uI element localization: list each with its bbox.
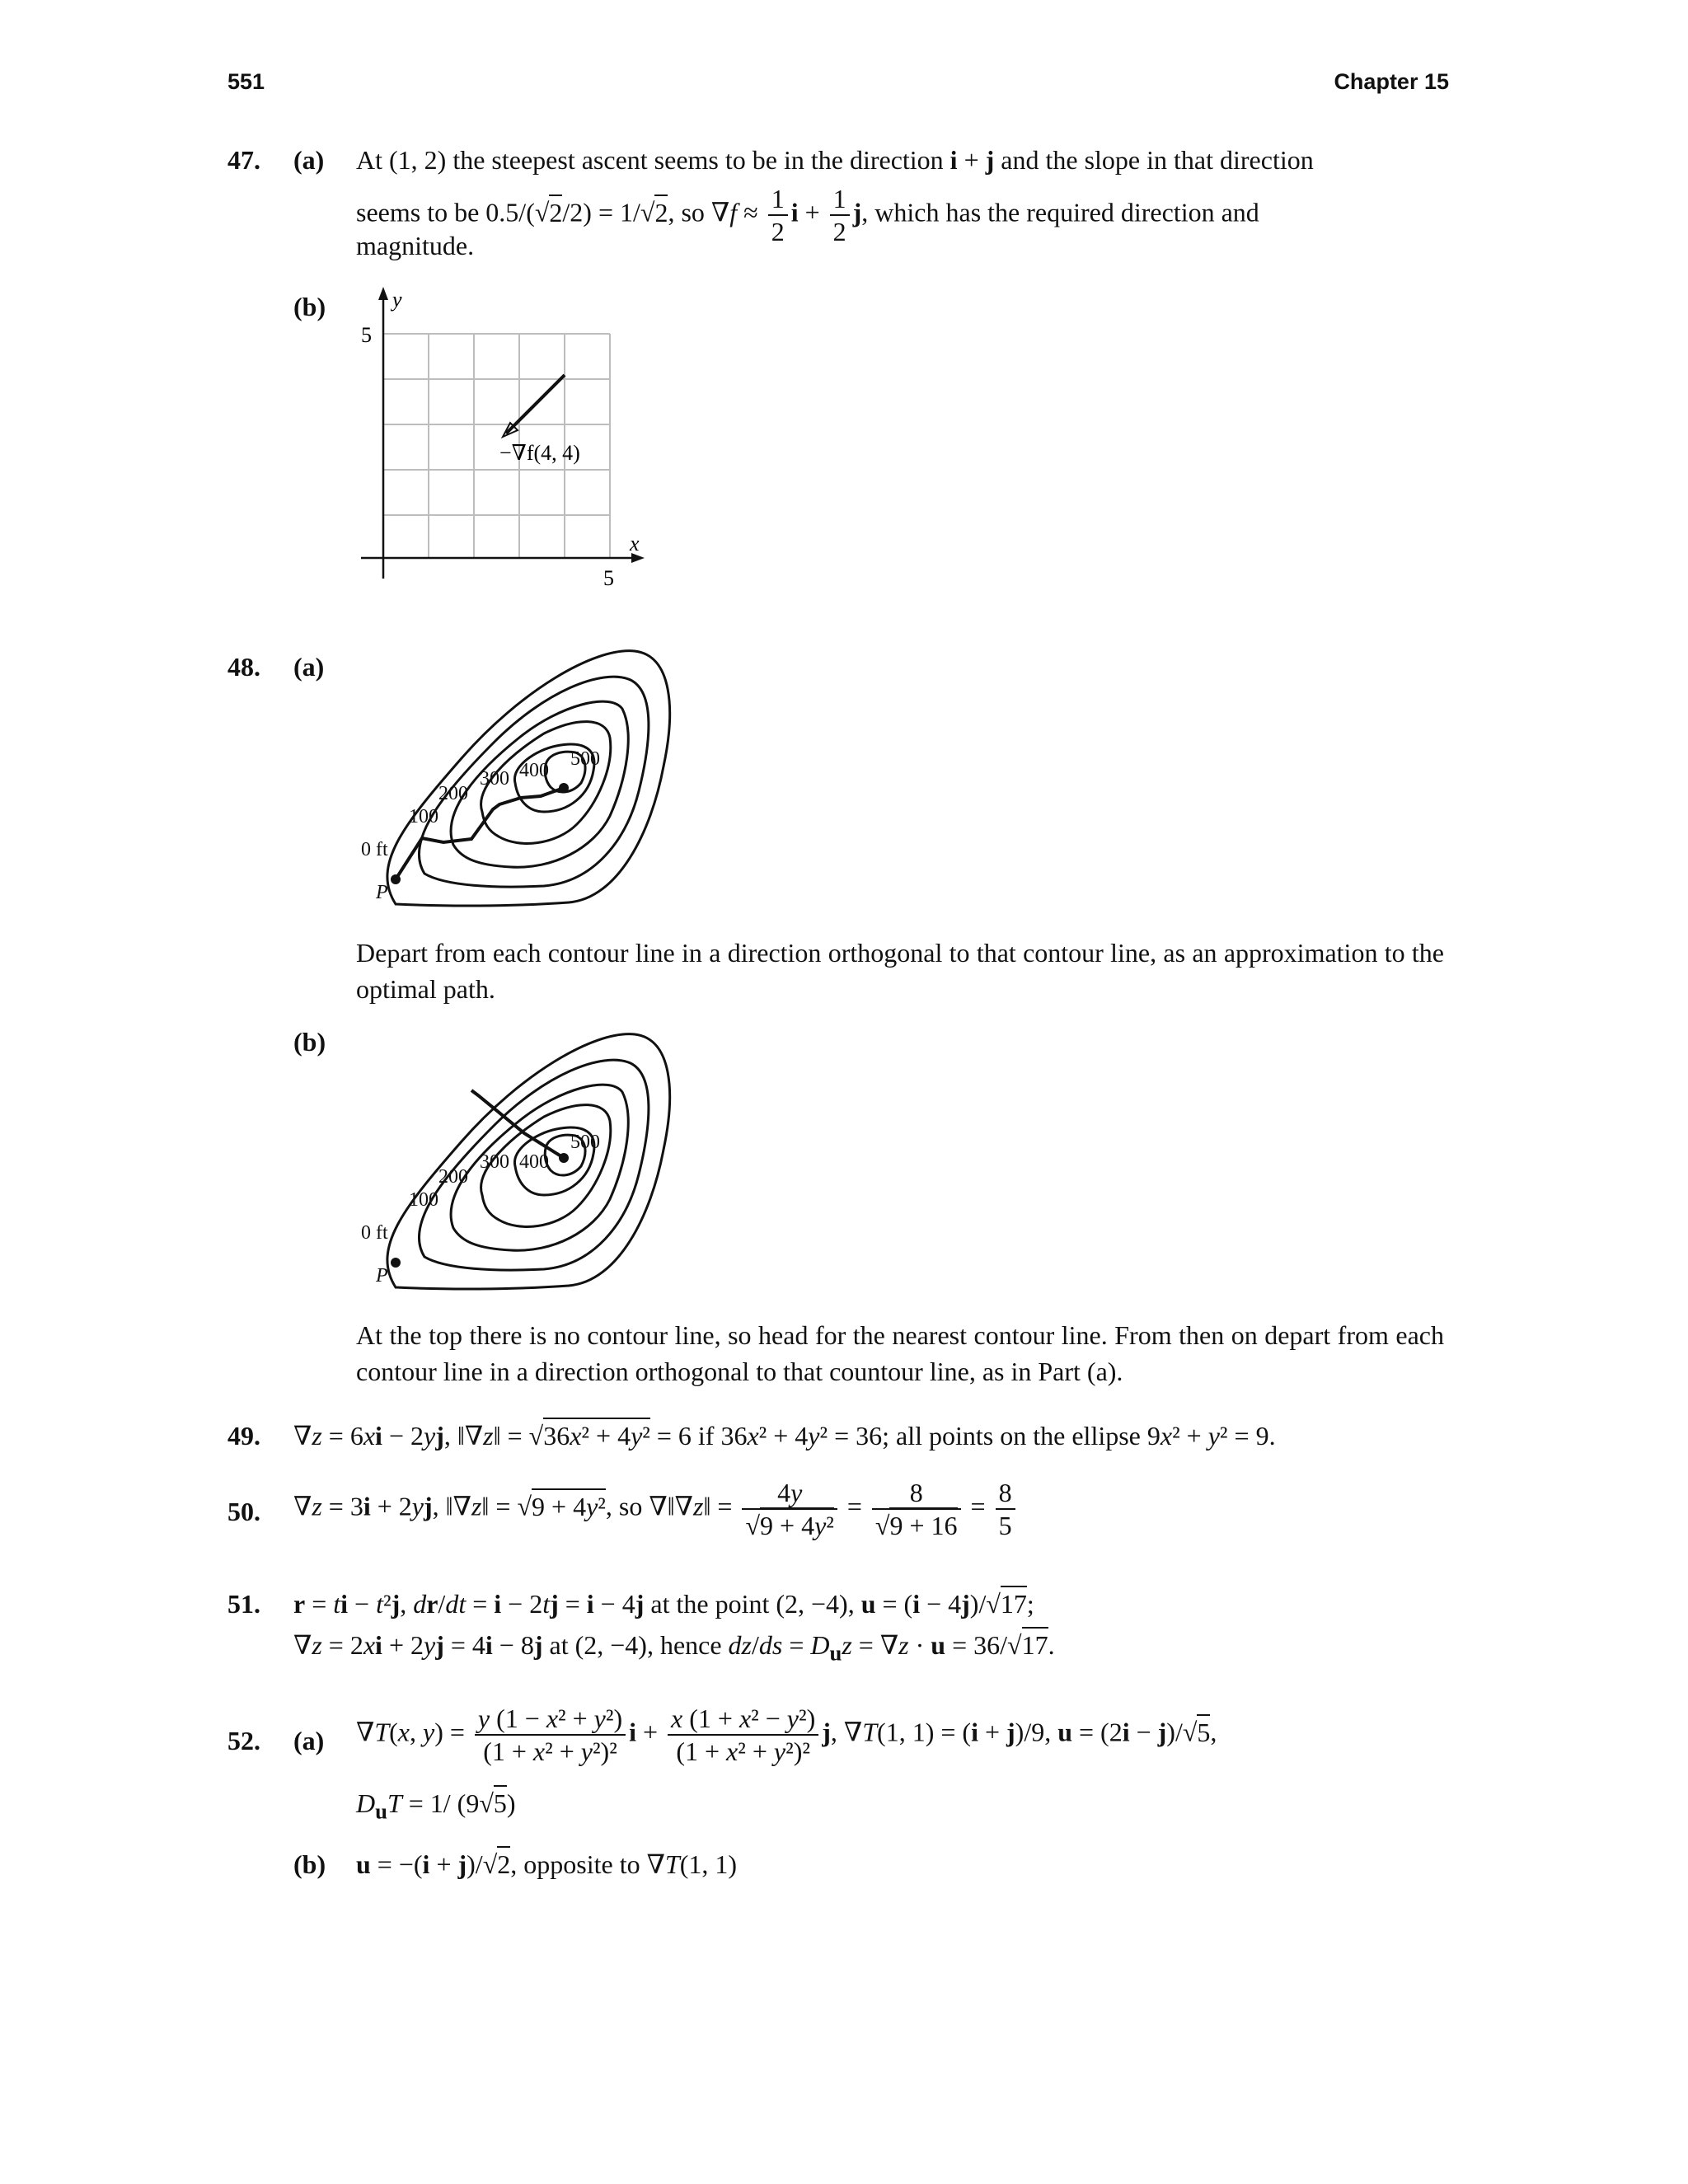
- problem-50-text: ∇z = 3i + 2yj, ‖∇z‖ = √9 + 4y², so ∇‖∇z‖ = $\frac{4y}{\text{√9 + 4y²}}$ = $\frac{8}{√9 + 16}$ = $\frac{8}{5}$: [293, 1477, 1019, 1542]
- contour-label-100-b: 100: [409, 1189, 438, 1211]
- problem-52b-text: u = −(i + j)/√2, opposite to ∇T(1, 1): [356, 1844, 737, 1884]
- contour-label-500: 500: [570, 748, 600, 770]
- contour-label-0ft: 0 ft: [361, 839, 388, 860]
- problem-52-number: 52.: [227, 1726, 260, 1755]
- problem-48a-label: (a): [293, 652, 325, 682]
- summit-point-b: [559, 1153, 569, 1163]
- contour-label-400-b: 400: [519, 1151, 549, 1173]
- contour-label-100: 100: [409, 806, 438, 827]
- contour-label-400: 400: [519, 760, 549, 781]
- problem-51-number: 51.: [227, 1589, 260, 1619]
- problem-48b-text: At the top there is no contour line, so head for the nearest contour line. From then on depart from each contour line in a direction orthogonal to that countour line, as in Part (a).: [356, 1320, 1444, 1386]
- contour-label-200-b: 200: [438, 1166, 468, 1188]
- problem-48a-text: Depart from each contour line in a direction orthogonal to that contour line, as an approximation to the optimal path.: [356, 938, 1444, 1004]
- problem-52b-label: (b): [293, 1849, 326, 1879]
- problem-49-number: 49.: [227, 1421, 260, 1451]
- x-axis-label: x: [630, 532, 640, 555]
- problem-52a-label: (a): [293, 1726, 325, 1755]
- problem-47b-label: (b): [293, 292, 326, 321]
- problem-47a-line2: seems to be 0.5/(√2/2) = 1/√2, so ∇f ≈ $\frac{1}{2}$ i + $\frac{1}{2}$ j, which has the required direction and: [356, 184, 1259, 247]
- contour-label-0ft-b: 0 ft: [361, 1222, 388, 1244]
- point-p-label-b: P: [376, 1265, 388, 1286]
- problem-51-line1: r = ti − t²j, dr/dt = i − 2tj = i − 4j at the point (2, −4), u = (i − 4j)/√17;: [293, 1584, 1034, 1624]
- contour-label-300: 300: [480, 768, 509, 790]
- gradient-vector-label: −∇f(4, 4): [499, 441, 580, 465]
- problem-51-line2: ∇z = 2xi + 2yj = 4i − 8j at (2, −4), hence $dz/ds = D_uz = \nabla z \cdot u = 36/√17$.: [293, 1625, 1055, 1672]
- point-p-b: [391, 1258, 401, 1268]
- problem-52a-line2: $D_uT = 1/$ (9√5): [356, 1783, 516, 1830]
- problem-48-number: 48.: [227, 652, 260, 682]
- problem-47-number: 47.: [227, 145, 260, 175]
- page-number: 551: [227, 69, 265, 94]
- problem-47a-label: (a): [293, 145, 325, 175]
- contour-label-200: 200: [438, 783, 468, 804]
- y-tick-5: 5: [361, 323, 372, 347]
- problem-47a-line1: At (1, 2) the steepest ascent seems to be in the direction i + j and the slope in that direction: [356, 145, 1314, 175]
- point-p-a: [391, 874, 401, 884]
- contour-map-b: [346, 1018, 692, 1302]
- y-axis-arrowhead: [378, 287, 388, 300]
- chapter-title: Chapter 15: [1334, 69, 1449, 94]
- y-axis-label: y: [392, 288, 402, 312]
- problem-48b-label: (b): [293, 1027, 326, 1057]
- contour-label-300-b: 300: [480, 1151, 509, 1173]
- contour-label-500-b: 500: [570, 1132, 600, 1153]
- problem-47a-line3: magnitude.: [356, 231, 475, 260]
- gradient-vector-graph: [346, 280, 659, 593]
- point-p-label-a: P: [376, 882, 388, 903]
- problem-49-text: ∇z = 6xi − 2yj, ‖∇z‖ = √36x² + 4y² = 6 if 36x² + 4y² = 36; all points on the ellipse 9x² + y² = 9.: [293, 1416, 1276, 1455]
- x-tick-5: 5: [603, 566, 614, 590]
- contour-map-a: [346, 635, 692, 919]
- problem-52a-line1: ∇T(x, y) = $\frac{\text{y (1 − x² + y²)}}{\text{(1 + x² + y²)²}}$ i + $\frac{\text{x (1 + x² − y²)}}{\text{(1 + x² + y²)²}}$ j, ∇T(1, 1) = (i + j)/9, u = (2i − j)/√5,: [356, 1704, 1217, 1767]
- problem-50-number: 50.: [227, 1497, 260, 1526]
- summit-point-a: [559, 783, 569, 793]
